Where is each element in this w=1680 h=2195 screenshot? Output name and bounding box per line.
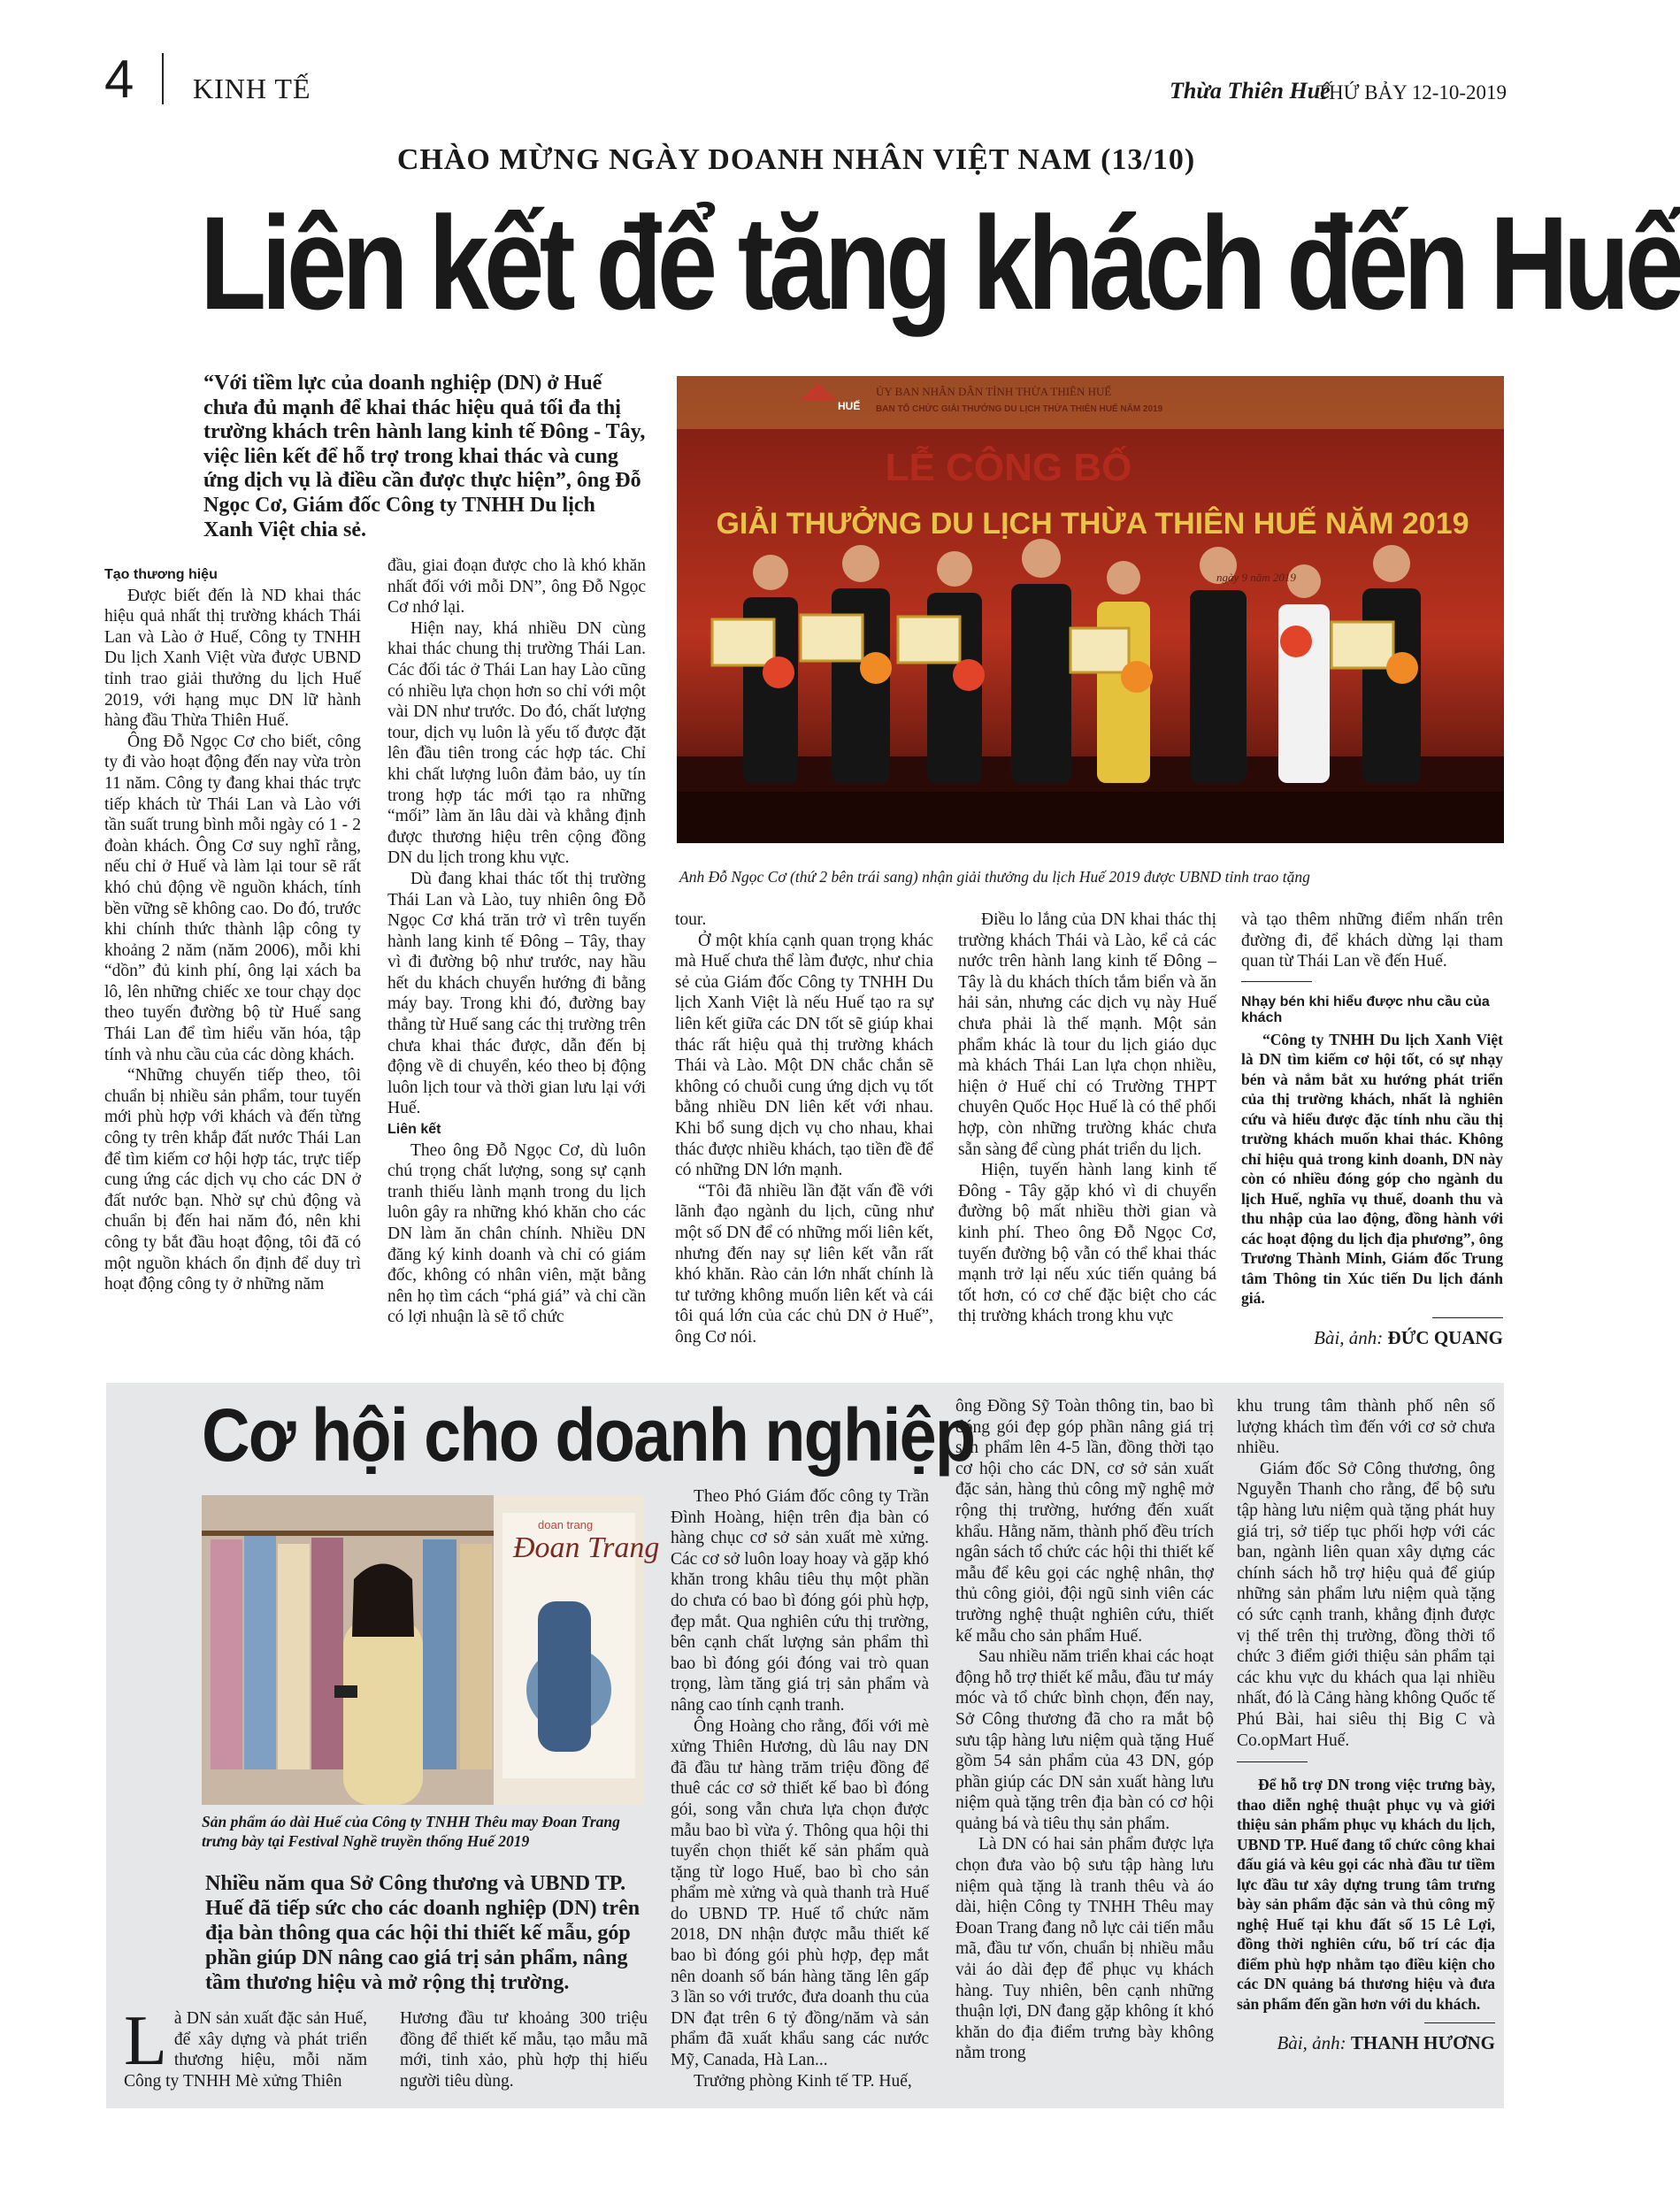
article2-headline: Cơ hội cho doanh nghiệp <box>202 1393 975 1477</box>
paragraph <box>1241 909 1503 972</box>
subheading-lien-ket: Liên kết <box>387 1122 441 1138</box>
paragraph-text: và tạo thêm những điểm nhấn trên đường đi, để khách dừng lại tham quan từ Thái Lan về đến Huế. <box>1241 910 1503 971</box>
paragraph: Theo Phó Giám đốc công ty Trần Đình Hoàng, hiện trên địa bàn có hàng chục cơ sở sản xuất mè xửng. Các cơ sở luôn loay hoay và gặp khó khăn trong khâu tiêu thụ một phần do chưa có bao bì đóng gói phù hợp, đẹp mắt. Qua nghiên cứu thị trường, bên cạnh chất lượng sản phẩm thì bao bì đóng gói đóng vai trò quan trọng, làm tăng giá trị sản phẩm và nâng cao tính cạnh tranh. <box>671 1487 929 1715</box>
paragraph: Ông Đỗ Ngọc Cơ cho biết, công ty đi vào hoạt động đến nay vừa tròn 11 năm. Công ty đang khai thác trực tiếp khách từ Thái Lan và Lào với tần suất trung bình mỗi ngày có 1 - 2 đoàn khách. Ông Cơ suy nghĩ rằng, nếu chỉ ở Huế và làm lại tour sẽ rất khó chủ động về nguồn khách, tính bền vững sẽ không cao. Do đó, trước khi chính thức thành lập công ty khoảng 2 năm (năm 2006), mỗi khi “dồn” đủ kinh phí, ông lại xách ba lô, lên những chiếc xe tour chạy dọc theo tuyến đường bộ từ Huế sang Thái Lan để tìm hiểu văn hóa, tập tính và nhu cầu của các dòng khách. <box>104 732 361 1064</box>
banner-line2: GIẢI THƯỞNG DU LỊCH THỪA THIÊN HUẾ NĂM 2019 <box>716 507 1469 541</box>
expert-quote: “Công ty TNHH Du lịch Xanh Việt là DN tìm kiếm cơ hội tốt, có sự nhạy bén và nắm bắt xu hướng phát triển của thị trường khách, nhất là nghiên cứu và hiểu được đặc tính nhu cầu thị trường khách muốn khai thác. Không chỉ hiệu quả trong kinh doanh, DN này còn có nhiều đóng góp cho ngành du lịch Huế, nghĩa vụ thuế, doanh thu và thu nhập của lao động, đồng hành với các hoạt động du lịch địa phương”, ông Trương Thành Minh, Giám đốc Trung tâm Thông tin Xúc tiến Du lịch đánh giá. <box>1241 1030 1503 1308</box>
article2-column-2 <box>400 2008 648 2091</box>
article2-sidebar: Để hỗ trợ DN trong việc trưng bày, thao diễn nghệ thuật phục vụ và giới thiệu sản phẩm phục vụ khách du lịch, UBND TP. Huế đang tổ chức công khai đấu giá và kêu gọi các nhà đầu tư tiềm lực đầu tư xây dựng trung tâm trưng bày sản phẩm đặc sản và thủ công mỹ nghệ Huế tại khu đất số 15 Lê Lợi, đồng thời nghiên cứu, bố trí các địa điểm phù hợp nhằm tạo điều kiện cho các DN quảng bá thương hiệu và đưa sản phẩm đến gần hơn với du khách. <box>1237 1776 1495 2013</box>
aodai-photo-caption: Sản phẩm áo dài Huế của Công ty TNHH Thêu may Đoan Trang trưng bày tại Festival Nghề truyền thống Huế 2019 <box>202 1813 620 1850</box>
aodai-display-image <box>202 1495 660 1805</box>
article1-column-5 <box>1241 909 1503 1349</box>
article-kicker: CHÀO MỪNG NGÀY DOANH NHÂN VIỆT NAM (13/10) <box>396 143 1196 176</box>
issue-date: THỨ BẢY 12-10-2019 <box>1316 81 1507 104</box>
paragraph: Ông Hoàng cho rằng, đối với mè xửng Thiên Hương, dù lâu nay DN đã đầu tư hàng trăm triệu đồng để thuê các cơ sở thiết kế bao bì đóng gói, song vẫn chưa lựa chọn được mẫu bao bì vừa ý. Thông qua hội thi tuyển chọn thiết kế sản phẩm quà tặng từ logo Huế, bao bì cho sản phẩm mè xửng và quà thanh trà Huế do UBND TP. Huế tổ chức năm 2018, DN nhận được mẫu thiết kế bao bì đóng gói phù hợp, đẹp mắt nên doanh số bán hàng tăng lên gấp 3 lần so với trước, đưa doanh thu của DN đạt trên 6 tỷ đồng/năm và sản phẩm đã xuất khẩu sang các nước Mỹ, Canada, Hà Lan... <box>671 1716 929 2070</box>
paragraph: Hương đầu tư khoảng 300 triệu đồng để thiết kế mẫu, tạo mẫu mã mới, tinh xảo, phù hợp thị hiếu người tiêu dùng. <box>400 2009 648 2091</box>
article2-column-4 <box>955 1396 1214 2064</box>
header-divider <box>162 53 164 104</box>
paragraph: đầu, giai đoạn được cho là khó khăn nhất đối với mỗi DN”, ông Đỗ Ngọc Cơ nhớ lại. <box>387 556 646 618</box>
byline-label: Bài, ảnh: <box>1314 1326 1384 1348</box>
paragraph: Hiện, tuyến hành lang kinh tế Đông - Tây gặp khó vì di chuyển đường bộ mất nhiều thời gian và kinh phí. Theo ông Đỗ Ngọc Cơ, tuyến đường bộ vẫn có thể khai thác mạnh trở lại nếu xúc tiến quảng bá tốt hơn, có cơ chế đặc biệt cho các thị trường khách trong khu vực <box>958 1161 1216 1326</box>
divider <box>1237 1761 1308 1762</box>
paragraph: Trưởng phòng Kinh tế TP. Huế, <box>694 2071 912 2091</box>
paragraph: Hiện nay, khá nhiều DN cùng khai thác chung thị trường Thái Lan. Các đối tác ở Thái Lan hay Lào cũng có nhiều lựa chọn hơn so chỉ với một vài DN như trước. Do đó, chất lượng tour, dịch vụ luôn là yếu tố được đặt lên đầu tiên trong các hợp tác. Chỉ khi chất lượng luôn đảm bảo, uy tín trong hợp tác mới tạo ra những “mối” làm ăn lâu dài và khẳng định được thương hiệu trên cộng đồng DN du lịch trong khu vực. <box>387 618 646 868</box>
sign-small: doan trang <box>538 1518 594 1531</box>
award-photo <box>677 376 1504 843</box>
aodai-photo <box>202 1495 660 1805</box>
paragraph: Sau nhiều năm triển khai các hoạt động hỗ trợ thiết kế mẫu, đầu tư máy móc và tổ chức bình chọn, đến nay, Sở Công thương đã cho ra mắt bộ sưu tập hàng lưu niệm quà tặng Huế gồm 54 sản phẩm của 43 DN, góp phần giúp các DN sản xuất hàng lưu niệm quà tặng trên địa bàn có cơ hội quảng bá và tiêu thụ sản phẩm. <box>955 1647 1214 1833</box>
byline-name: ĐỨC QUANG <box>1387 1326 1503 1348</box>
article1-column-2 <box>387 556 646 1328</box>
paragraph: tour. <box>675 910 707 929</box>
paragraph: ông Đồng Sỹ Toàn thông tin, bao bì đóng gói đẹp góp phần nâng giá trị sản phẩm lên 4-5 lần, đồng thời tạo cơ hội cho các DN, cơ sở sản xuất đặc sản, hàng thủ công mỹ nghệ mở rộng thị trường, hướng đến xuất khẩu. Hằng năm, thành phố đều trích ngân sách tổ chức các hội thi thiết kế mẫu để kêu gọi các nghệ nhân, thợ thủ công giỏi, đội ngũ sinh viên các trường nghệ thuật nghiên cứu, thiết kế mẫu cho sản phẩm Huế. <box>955 1397 1214 1646</box>
paragraph: Giám đốc Sở Công thương, ông Nguyễn Thanh cho rằng, để bộ sưu tập hàng lưu niệm quà tặng phát huy giá trị, sở tiếp tục phối hợp với các ban, ngành liên quan xây dựng các chính sách hỗ trợ hiệu quả để giúp những sản phẩm lưu niệm quà tặng có sức cạnh tranh, khẳng định được vị thế trên thị trường, đồng thời tổ chức 3 điểm giới thiệu sản phẩm tại các khu vực du khách qua lại nhiều nhất, đó là Cảng hàng không Quốc tế Phú Bài, hai siêu thị Big C và Co.opMart Huế. <box>1237 1459 1495 1750</box>
article1-column-3 <box>675 909 933 1347</box>
article2-column-1 <box>124 2002 367 2091</box>
banner-date: ngày 9 năm 2019 <box>1216 571 1296 584</box>
article1-byline <box>1241 1327 1503 1349</box>
award-ceremony-image <box>677 376 1504 843</box>
paragraph-block <box>1237 1396 1495 1751</box>
byline-name: THANH HƯƠNG <box>1350 2032 1495 2054</box>
article-lead: “Với tiềm lực của doanh nghiệp (DN) ở Huế chưa đủ mạnh để khai thác hiệu quả tối đa thị trường khách trên hành lang kinh tế Đông - Tây, việc liên kết để hỗ trợ trong khai thác và cung ứng dịch vụ là điều cần được thực hiện”, ông Đỗ Ngọc Cơ, Giám đốc Công ty TNHH Du lịch Xanh Việt chia sẻ. <box>203 372 646 541</box>
subheading-tao-thuong-hieu: Tạo thương hiệu <box>104 567 218 582</box>
masthead: Thừa Thiên Huế <box>1170 78 1331 104</box>
paragraph: “Những chuyến tiếp theo, tôi chuẩn bị nhiều sản phẩm, tour tuyến mới phù hợp với khách và đến từng công ty trên khắp đất nước Thái Lan để tìm kiếm cơ hội hợp tác, trực tiếp cung ứng các dịch vụ cho các DN ở đất nước bạn. Nhờ sự chủ động và chuẩn bị đến hai năm đó, nên khi công ty bắt đầu hoạt động, tôi đã có một nguồn khách ổn định để duy trì hoạt động công ty ở những năm <box>104 1066 361 1294</box>
banner-title: LỄ CÔNG BỐ <box>885 446 1132 489</box>
article-headline: Liên kết để tăng khách đến Huế <box>200 188 1680 337</box>
byline-label: Bài, ảnh: <box>1277 2032 1346 2054</box>
article1-column-4 <box>958 909 1216 1327</box>
paragraph: à DN sản xuất đặc sản Huế, để xây dựng và phát triển thương hiệu, mỗi năm Công ty TNHH Mè xửng Thiên <box>124 2009 367 2091</box>
paragraph: khu trung tâm thành phố nên số lượng khách tìm đến với cơ sở chưa nhiều. <box>1237 1397 1495 1458</box>
article2-column-3 <box>671 1486 929 2091</box>
paragraph: Là DN có hai sản phẩm được lựa chọn đưa vào bộ sưu tập hàng lưu niệm quà tặng là tranh thêu và áo dài, hiện Công ty TNHH Thêu may Đoan Trang đang nỗ lực cải tiến mẫu mã, đầu tư vốn, chuẩn bị nhiều mẫu vải áo dài đẹp để phục vụ khách hàng. Tuy nhiên, bên cạnh những thuận lợi, DN đang gặp không ít khó khăn do địa điểm trưng bày không nằm trong <box>955 1835 1214 2063</box>
divider <box>1241 981 1312 982</box>
paragraph: Được biết đến là ND khai thác hiệu quả nhất thị trường khách Thái Lan và Lào ở Huế, Công ty TNHH Du lịch Xanh Việt vừa được UBND tỉnh trao giải thưởng du lịch Huế 2019, với hạng mục DN lữ hành hàng đầu Thừa Thiên Huế. <box>104 586 361 731</box>
article2-lead: Nhiều năm qua Sở Công thương và UBND TP. Huế đã tiếp sức cho các doanh nghiệp (DN) trên địa bàn thông qua các hội thi thiết kế mẫu, góp phần giúp DN nâng cao giá trị sản phẩm, nâng tầm thương hiệu và mở rộng thị trường. <box>205 1872 641 1994</box>
article2-byline <box>1237 2032 1495 2054</box>
photo-caption: Anh Đỗ Ngọc Cơ (thứ 2 bên trái sang) nhận giải thưởng du lịch Huế 2019 được UBND tỉnh trao tặng <box>679 868 1310 886</box>
article1-column-1 <box>104 564 361 1295</box>
photo-logo-text: HUẾ <box>838 400 861 412</box>
page-number: 4 <box>104 50 134 109</box>
section-label: KINH TẾ <box>193 73 311 104</box>
dropcap: L <box>124 2002 167 2080</box>
banner-org: ỦY BAN NHÂN DÂN TỈNH THỪA THIÊN HUẾ <box>876 385 1112 398</box>
article2-column-5 <box>1237 1396 1495 2054</box>
paragraph: Điều lo lắng của DN khai thác thị trường khách Thái và Lào, kể cả các nước trên hành lang kinh tế Đông – Tây là du khách thích tắm biển và ăn hải sản, nhưng các dịch vụ này Huế chưa phải là thế mạnh. Một sản phẩm khác là tour du lịch giáo dục mà khách Thái Lan lựa chọn nhiều, hiện ở Huế chỉ có Trường THPT chuyên Quốc Học Huế là có thể phối hợp, còn những trường khác chưa sẵn sàng để cùng phát triển du lịch. <box>958 910 1216 1159</box>
paragraph: “Tôi đã nhiều lần đặt vấn đề với lãnh đạo ngành du lịch, cũng như một số DN để có những mối liên kết, nhưng đến nay sự liên kết vẫn rất khó khăn. Rào cản lớn nhất chính là tư tưởng không muốn liên kết và cái tôi quá lớn của các chủ DN ở Huế”, ông Cơ nói. <box>675 1181 933 1347</box>
paragraph: Theo ông Đỗ Ngọc Cơ, dù luôn chú trọng chất lượng, song sự cạnh tranh thiếu lành mạnh trong du lịch luôn gây ra những khó khăn cho các DN làm ăn chân chính. Nhiều DN đăng ký kinh doanh và chỉ có giám đốc, không có nhân viên, mặt bằng nên họ tìm cách “phá giá” và chỉ cần có lợi nhuận là sẽ tổ chức <box>387 1140 646 1327</box>
banner-sub: BAN TỔ CHỨC GIẢI THƯỞNG DU LỊCH THỪA THIÊN HUẾ NĂM 2019 <box>876 404 1163 414</box>
paragraph: Ở một khía cạnh quan trọng khác mà Huế chưa thể làm được, như chia sẻ của Giám đốc Công ty TNHH Du lịch Xanh Việt là nếu Huế tạo ra sự liên kết giữa các DN tốt sẽ giúp khai thác rất hiệu quả thị trường khách Thái và Lào. Một DN chắc chắn sẽ không có chuỗi cung ứng dịch vụ tốt bằng nhiều DN liên kết với nhau. Khi bổ sung dịch vụ cho nhau, khai thác được nhiều khách, tạo tiền đề để có những DN lớn mạnh. <box>675 931 933 1180</box>
paragraph: Dù đang khai thác tốt thị trường Thái Lan và Lào, tuy nhiên ông Đỗ Ngọc Cơ khá trăn trở vì trên tuyến hành lang kinh tế Đông – Tây, thay vì đi đường bộ như trước, nay hầu hết du khách chuyển hướng đi bằng máy bay. Trong khi đó, đường bay thẳng từ Huế sang các thị trường trên chưa khai thác được, dẫn đến bị động về di chuyển, kéo theo bị động luôn lịch tour và thời gian lưu lại với Huế. <box>387 869 646 1118</box>
sign-main: Đoan Trang <box>513 1531 660 1564</box>
divider <box>1424 2022 1495 2023</box>
subheading-nhay-ben: Nhạy bén khi hiểu được nhu cầu của khách <box>1241 994 1490 1025</box>
divider <box>1432 1317 1503 1318</box>
